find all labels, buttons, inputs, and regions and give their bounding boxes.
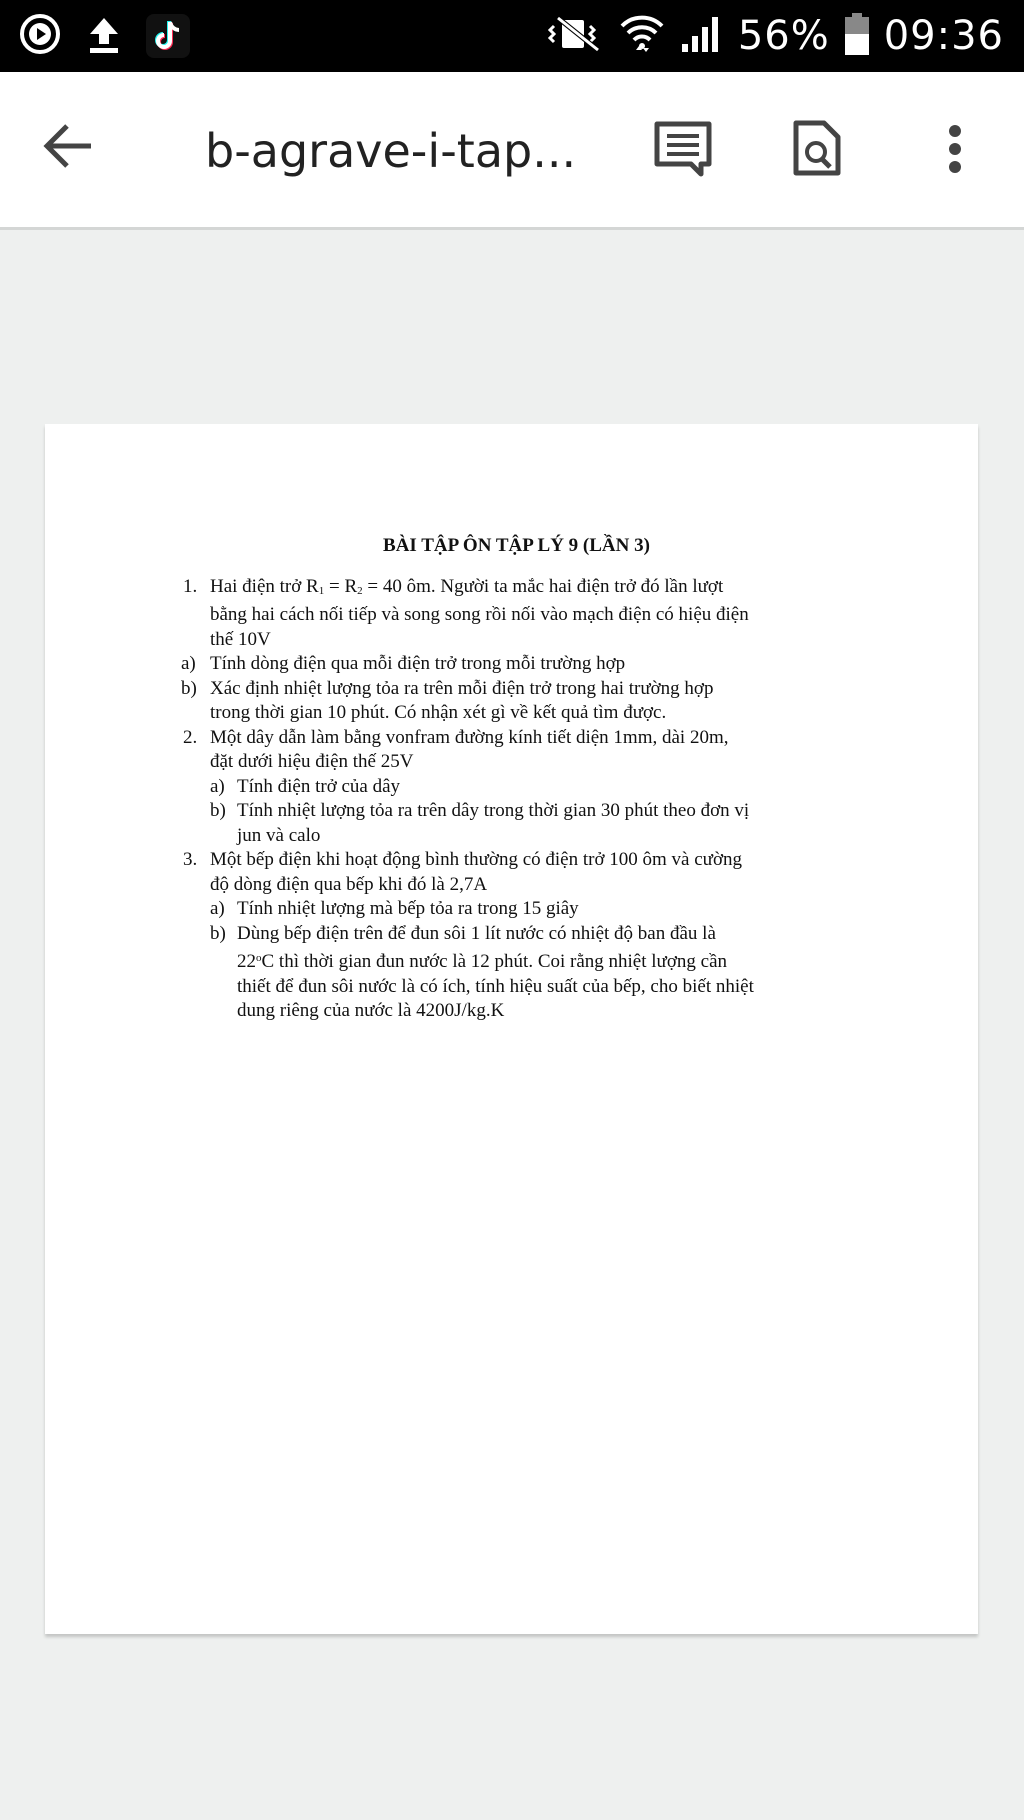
- sub-question-label: b): [210, 922, 226, 944]
- question-1a: [45, 652, 750, 677]
- question-3b: [45, 922, 757, 1024]
- question-number: 2.: [183, 726, 198, 748]
- sub-question-text: Tính nhiệt lượng tỏa ra trên dây trong thời gian 30 phút theo đơn vị jun và calo: [237, 800, 750, 846]
- system-icons: [548, 10, 1004, 62]
- sub-question-text-part: C thì thời gian đun nước là 12 phút. Coi rằng nhiệt lượng cần thiết để đun sôi nước là có ích, tính hiệu suất của bếp, cho biết nhiệt dung riêng của nước là 4200J/kg.K: [237, 951, 754, 1021]
- subscript: 1: [318, 584, 325, 597]
- question-number: 3.: [183, 849, 198, 870]
- question-1b: [45, 677, 750, 726]
- sub-question-text: Tính điện trở của dây: [237, 775, 401, 797]
- sub-question-text: Tính dòng điện qua mỗi điện trở trong mỗi trường hợp: [210, 653, 626, 674]
- question-number: 1.: [183, 575, 198, 597]
- vibrate-mute-icon: [548, 14, 604, 58]
- sub-question-text-part: Dùng bếp điện trên để đun sôi 1 lít nước có nhiệt độ ban đầu là 22: [237, 922, 716, 972]
- battery-percent: 56%: [737, 13, 830, 59]
- back-arrow-icon: [43, 123, 93, 173]
- tiktok-icon: [146, 14, 190, 58]
- document-heading: BÀI TẬP ÔN TẬP LÝ 9 (LẦN 3): [383, 535, 650, 556]
- question-text-part: = R: [324, 575, 358, 597]
- find-in-page-button[interactable]: [782, 114, 852, 186]
- document-page[interactable]: [45, 424, 978, 1634]
- comment-icon: [653, 120, 713, 182]
- status-bar: [0, 0, 1024, 72]
- sub-question-label: a): [210, 775, 225, 797]
- notification-icons: [18, 12, 190, 60]
- more-options-button[interactable]: [930, 116, 980, 186]
- question-text: Một dây dẫn làm bằng vonfram đường kính tiết diện 1mm, dài 20m, đặt dưới hiệu điện thế 25V: [210, 726, 729, 772]
- document-content: [45, 534, 978, 1024]
- question-2b: [45, 799, 757, 848]
- comments-button[interactable]: [648, 116, 718, 186]
- back-button[interactable]: [36, 116, 100, 180]
- media-play-icon: [18, 12, 62, 60]
- question-1: [45, 575, 750, 653]
- sub-question-label: b): [181, 677, 197, 699]
- clock: 09:36: [883, 13, 1004, 59]
- wifi-icon: [618, 12, 666, 60]
- question-text: Một bếp điện khi hoạt động bình thường có điện trở 100 ôm và cường độ dòng điện qua bếp khi đó là 2,7A: [210, 849, 742, 895]
- app-bar: [0, 72, 1024, 230]
- sub-question-label: b): [210, 800, 226, 821]
- question-3a: [45, 897, 757, 922]
- more-vert-icon: [947, 124, 963, 178]
- upload-icon: [86, 14, 122, 58]
- subscript: 2: [357, 584, 363, 597]
- document-title: b-agrave-i-tap...: [205, 124, 577, 178]
- question-text-part: Hai điện trở R: [210, 575, 319, 597]
- question-2a: [45, 775, 757, 800]
- question-2: [45, 726, 750, 775]
- degree-superscript: o: [256, 952, 262, 964]
- battery-icon: [844, 12, 870, 60]
- signal-icon: [680, 14, 724, 58]
- find-in-page-icon: [792, 119, 842, 181]
- sub-question-text: Tính nhiệt lượng mà bếp tỏa ra trong 15 giây: [237, 898, 579, 919]
- question-text-part: = 40 ôm. Người ta mắc hai điện trở đó lần lượt bằng hai cách nối tiếp và song song rồi nối vào mạch điện có hiệu điện thế 10V: [210, 575, 749, 650]
- sub-question-text: Xác định nhiệt lượng tỏa ra trên mỗi điện trở trong hai trường hợp trong thời gian 10 phút. Có nhận xét gì về kết quả tìm được.: [210, 677, 714, 723]
- question-3: [45, 848, 750, 897]
- sub-question-label: a): [181, 653, 196, 674]
- sub-question-label: a): [210, 898, 225, 919]
